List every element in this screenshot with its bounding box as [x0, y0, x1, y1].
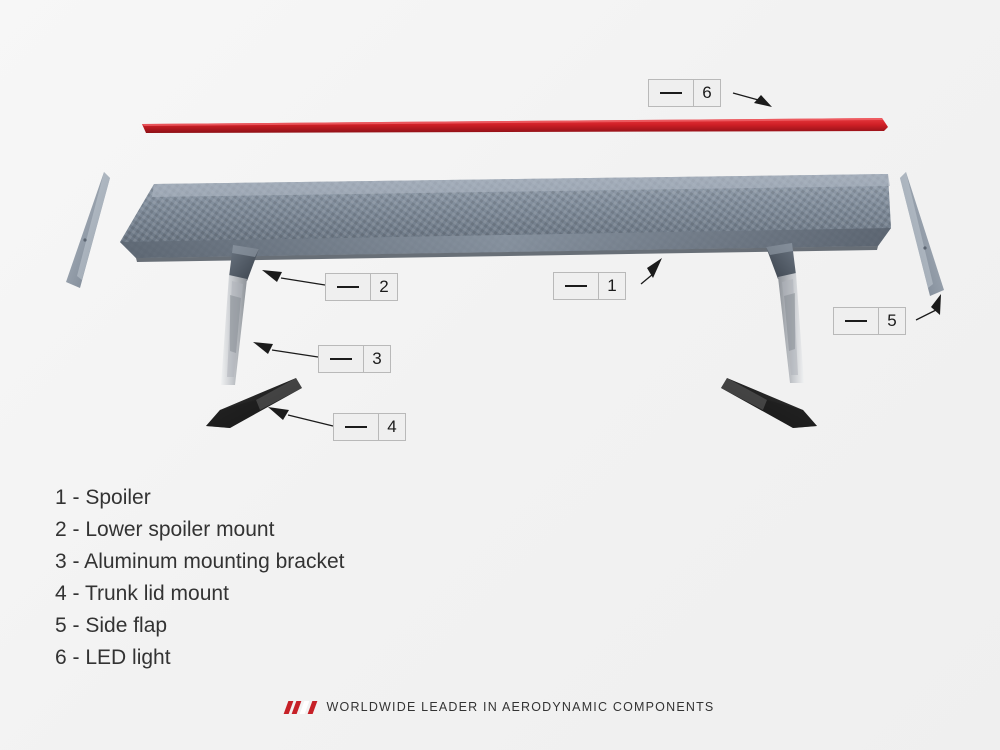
callout-number: 3 [372, 349, 382, 368]
legend-item-6: 6 - LED light [55, 646, 171, 669]
part-trunk-lid-mount-right [718, 376, 823, 436]
legend-item-3: 3 - Aluminum mounting bracket [55, 550, 345, 573]
callout-number: 6 [702, 83, 712, 102]
part-side-flap-right [898, 170, 950, 300]
parts-legend [55, 482, 344, 674]
callout-dash [334, 414, 379, 440]
callout-dash [554, 273, 599, 299]
legend-item-2: 2 - Lower spoiler mount [55, 518, 275, 541]
legend-item-5: 5 - Side flap [55, 614, 168, 637]
callout-number: 1 [607, 276, 617, 295]
callout-5[interactable] [833, 307, 906, 335]
part-led-light-strip [140, 118, 890, 136]
part-trunk-lid-mount-left [200, 376, 305, 436]
callout-dash [649, 80, 694, 106]
brand-stripes-icon [283, 701, 317, 714]
callout-dash [834, 308, 879, 334]
part-side-flap-left [60, 170, 112, 292]
callout-dash [326, 274, 371, 300]
callout-3[interactable] [318, 345, 391, 373]
callout-number: 4 [387, 417, 397, 436]
callout-dash [319, 346, 364, 372]
legend-item-1: 1 - Spoiler [55, 486, 151, 509]
callout-6[interactable] [648, 79, 721, 107]
callout-2[interactable] [325, 273, 398, 301]
callout-1[interactable] [553, 272, 626, 300]
part-bracket-right [750, 243, 820, 398]
legend-item-4: 4 - Trunk lid mount [55, 582, 229, 605]
footer [0, 700, 1000, 714]
callout-number: 5 [887, 311, 897, 330]
callout-4[interactable] [333, 413, 406, 441]
callout-number: 2 [379, 277, 389, 296]
footer-tagline: WORLDWIDE LEADER IN AERODYNAMIC COMPONENTS [326, 700, 715, 714]
